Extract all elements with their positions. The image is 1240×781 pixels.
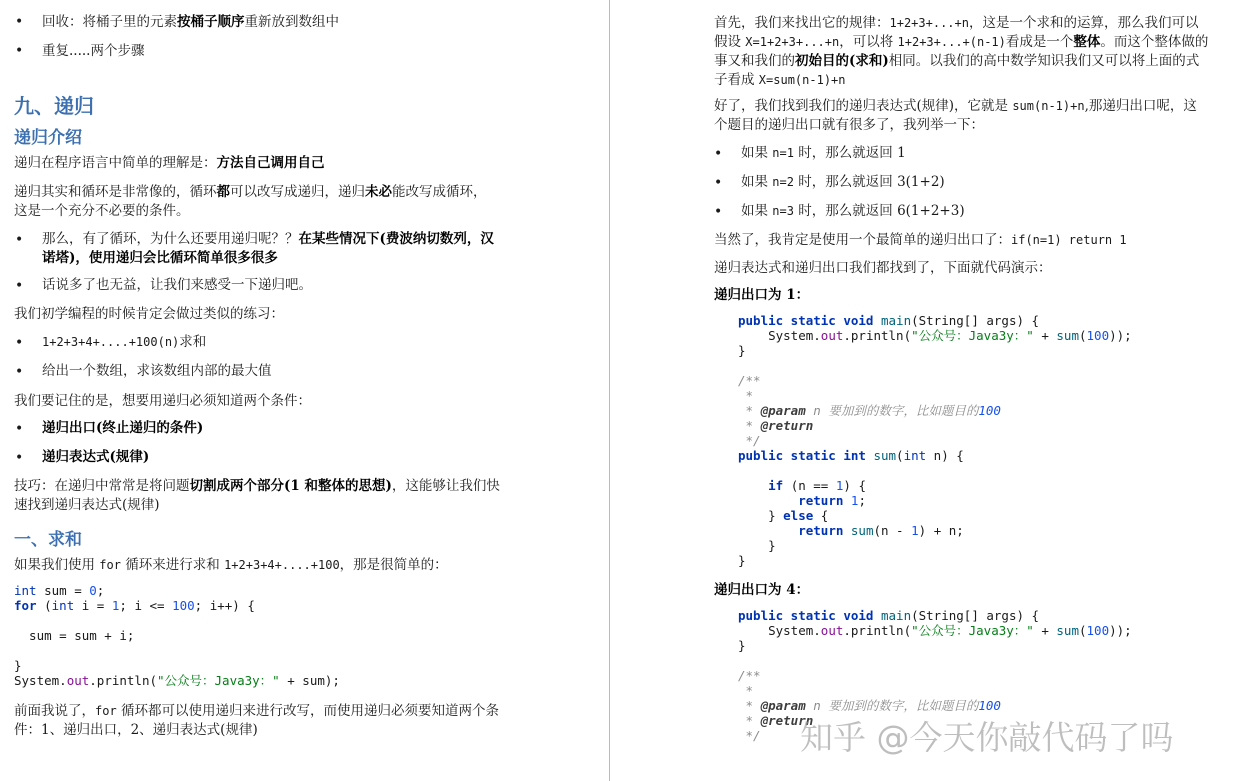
rule-para-line2: 假设 X=1+2+3+...+n，可以将 1+2+3+...+(n-1)看成是一个整体。而这个整体做的 (714, 34, 1209, 50)
bullet-dot: • (15, 43, 24, 59)
bullet-dot: • (714, 175, 723, 191)
closing-line2: 件：1、递归出口，2、递归表达式(规律) (14, 722, 258, 738)
condition-expression: 递归表达式(规律) (42, 449, 150, 465)
found-text: 递归表达式和递归出口我们都找到了，下面就代码演示： (714, 260, 1052, 276)
tip-line2: 速找到递归表达式(规律) (14, 497, 160, 513)
bullet-dot: • (15, 14, 24, 30)
intro-heading: 递归介绍 (14, 128, 82, 148)
closing-line1: 前面我说了，for 循环都可以使用递归来进行改写，而使用递归必须要知道两个条 (14, 703, 499, 719)
bullet-dot: • (15, 364, 24, 380)
expression-para-line2: 个题目的递归出口就有很多了，我列举一下： (714, 117, 984, 133)
loop-comparison-line2: 这是一个充分不必要的条件。 (14, 203, 190, 219)
recycle-bullet-text: 回收：将桶子里的元素按桶子顺序重新放到数组中 (42, 14, 339, 30)
left-page (0, 0, 610, 781)
simplest-exit: 当然了，我肯定是使用一个最简单的递归出口了：if(n=1) return 1 (714, 232, 1127, 248)
exit1-code-block: public static void main(String[] args) { System.out.println("公众号：Java3y：" + sum(100)); } /** * * @param n 要加到的数字，比如题目的100 * @return */ public static int sum(int n) { if (n == 1) { return 1; } else { return sum(n - 1) + n; } } (738, 313, 1132, 568)
sum-heading: 一、求和 (14, 530, 82, 550)
exercise-intro: 我们初学编程的时候肯定会做过类似的练习： (14, 306, 284, 322)
exercise-sum: 1+2+3+4+....+100(n)求和 (42, 334, 207, 350)
why-recursion-line1: 那么，有了循环，为什么还要用递归呢？？在某些情况下(费波纳切数列，汉 (42, 231, 494, 247)
case-n3: 如果 n=3 时，那么就返回 6(1+2+3) (741, 203, 965, 219)
bullet-dot: • (15, 450, 24, 466)
talk-bullet-text: 话说多了也无益，让我们来感受一下递归吧。 (42, 277, 312, 293)
sum-intro: 如果我们使用 for 循环来进行求和 1+2+3+4+....+100，那是很简单的： (14, 557, 448, 573)
section-title: 九、递归 (14, 94, 94, 118)
why-recursion-line2: 诺塔)，使用递归会比循环简单很多很多 (42, 250, 278, 266)
rule-para-line4: 子看成 X=sum(n-1)+n (714, 72, 846, 88)
bullet-dot: • (714, 146, 723, 162)
zhihu-watermark: 知乎 @今天你敲代码了吗 (800, 718, 1174, 757)
expression-para-line1: 好了，我们找到我们的递归表达式(规律)，它就是 sum(n-1)+n,那递归出口呢，这 (714, 98, 1197, 114)
for-loop-code: int sum = 0; for (int i = 1; i <= 100; i++) { sum = sum + i; } System.out.println("公众号：Java3y：" + sum); (14, 583, 340, 688)
loop-comparison-line1: 递归其实和循环是非常像的，循环都可以改写成递归，递归未必能改写成循环， (14, 184, 487, 200)
exit1-heading: 递归出口为 1： (714, 287, 810, 303)
repeat-bullet-text: 重复.....两个步骤 (42, 43, 145, 59)
conditions-intro: 我们要记住的是，想要用递归必须知道两个条件： (14, 393, 311, 409)
case-n1: 如果 n=1 时，那么就返回 1 (741, 145, 906, 161)
case-n2: 如果 n=2 时，那么就返回 3(1+2) (741, 174, 945, 190)
bullet-dot: • (15, 232, 24, 248)
right-page (611, 0, 1240, 781)
exercise-max: 给出一个数组，求该数组内部的最大值 (42, 363, 272, 379)
tip-line1: 技巧：在递归中常常是将问题切割成两个部分(1 和整体的思想)，这能够让我们快 (14, 478, 500, 494)
condition-exit: 递归出口(终止递归的条件) (42, 420, 204, 436)
exit4-code-block: public static void main(String[] args) { System.out.println("公众号：Java3y：" + sum(100)); } /** * * @param n 要加到的数字，比如题目的100 * @return */ (738, 608, 1132, 743)
bullet-dot: • (714, 204, 723, 220)
rule-para-line1: 首先，我们来找出它的规律：1+2+3+...+n，这是一个求和的运算，那么我们可以 (714, 15, 1199, 31)
exit4-heading: 递归出口为 4： (714, 582, 810, 598)
bullet-dot: • (15, 335, 24, 351)
bullet-dot: • (15, 278, 24, 294)
recursion-definition: 递归在程序语言中简单的理解是：方法自己调用自己 (14, 155, 325, 171)
bullet-dot: • (15, 421, 24, 437)
rule-para-line3: 事又和我们的初始目的(求和)相同。以我们的高中数学知识我们又可以将上面的式 (714, 53, 1200, 69)
